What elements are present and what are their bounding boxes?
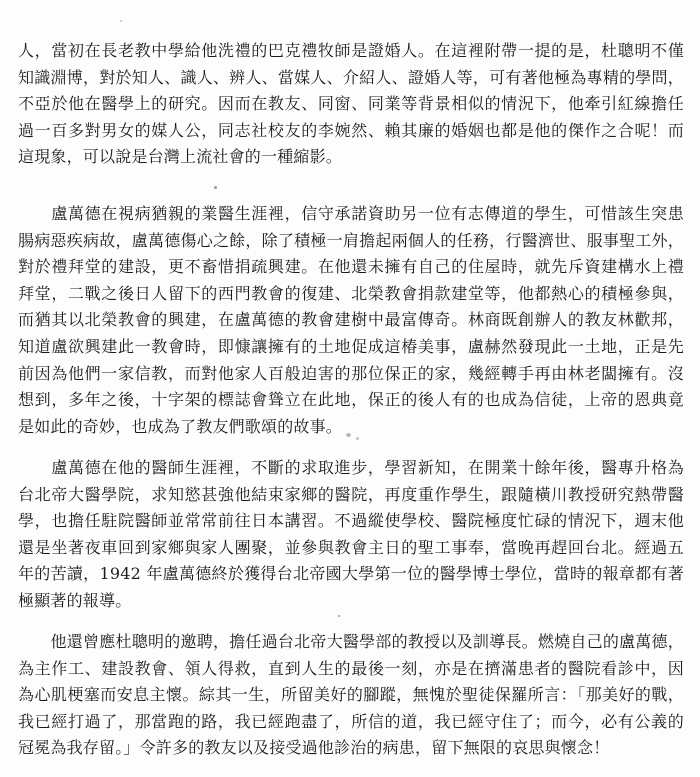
paragraph-2 [18, 201, 684, 440]
paragraph-line: 過一百多對男女的媒人公，同志社校友的李婉然、賴其廉的婚姻也都是他的傑作之合呢！而 [18, 120, 684, 140]
paragraph-line: 人，當初在長老教中學給他洗禮的巴克禮牧師是證婚人。在這裡附帶一提的是，杜聰明不僅 [18, 41, 684, 60]
paragraph-line: 為心肌梗塞而安息主懷。綜其一生，所留美好的腳蹤，無愧於聖徒保羅所言：「那美好的戰， [18, 685, 684, 705]
scan-speck [346, 433, 351, 437]
paragraph-line: 腸病惡疾病故，盧萬德傷心之餘，除了積極一肩擔起兩個人的任務，行醫濟世、服事聖工外， [18, 230, 684, 250]
paragraph-line: 不亞於他在醫學上的研究。因而在教友、同窗、同業等背景相似的情況下，他牽引紅線擔任 [18, 94, 684, 114]
paragraph-line: 我已經打過了，那當跑的路，我已經跑盡了，所信的道，我已經守住了；而今，必有公義的 [18, 711, 684, 731]
paragraph-line: 他還曾應杜聰明的邀聘，擔任過台北帝大醫學部的教授以及訓導長。燃燒自己的盧萬德， [18, 632, 684, 651]
paragraph-line: 年的苦讀，1942 年盧萬德終於獲得台北帝國大學第一位的醫學博士學位，當時的報章都有著 [18, 564, 684, 584]
paragraph-line: 這現象，可以說是台灣上流社會的一種縮影。 [18, 147, 343, 167]
paragraph-line: 盧萬德在他的醫師生涯裡，不斷的求取進步，學習新知，在開業十餘年後，醫專升格為 [18, 458, 684, 477]
paragraph-line: 還是坐著夜車回到家鄉與家人團聚，並參與教會主日的聖工事奉，當晚再趕回台北。經過五 [18, 537, 684, 557]
scan-speck [338, 615, 340, 617]
paragraph-line: 對於禮拜堂的建設，更不畜惜捐疏興建。在他還未擁有自己的住屋時，就先斥資建構水上禮 [18, 257, 684, 277]
paragraph-line: 冠冕為我存留。」令許多的教友以及接受過他診治的病患，留下無限的哀思與懷念！ [18, 738, 610, 758]
paragraph-4 [18, 629, 684, 762]
paragraph-line: 想到，多年之後，十字架的標誌會聳立在此地，保正的後人有的也成為信徒，上帝的恩典竟 [18, 390, 684, 410]
scan-speck [120, 20, 122, 22]
paragraph-line: 而猶其以北榮教會的興建，在盧萬德的教會建樹中最富傳奇。林商既創辦人的教友林歡邦， [18, 310, 684, 330]
paragraph-3 [18, 455, 684, 615]
paragraph-line: 台北帝大醫學院，求知慾甚強他結束家鄉的醫院，再度重作學生，跟隨橫川教授研究熱帶醫 [18, 484, 684, 504]
paragraph-line: 是如此的奇妙，也成為了教友們歌頌的故事。 [18, 416, 343, 436]
paragraph-1 [18, 38, 684, 171]
paragraph-line: 前因為他們一家信教，而對他家人百般迫害的那位保正的家，幾經轉手再由林老闆擁有。沒 [18, 363, 684, 383]
paragraph-line: 為主作工、建設教會、領人得救，直到人生的最後一刻，亦是在擠滿患者的醫院看診中，因 [18, 658, 684, 678]
paragraph-line: 盧萬德在視病猶親的業醫生涯裡，信守承諾資助另一位有志傳道的學生，可惜該生突患 [18, 204, 684, 223]
paragraph-line: 拜堂，二戰之後日人留下的西門教會的復建、北榮教會捐款建堂等，他都熱心的積極參與， [18, 283, 684, 303]
paragraph-line: 學，也擔任駐院醫師並常常前往日本講習。不過縱使學校、醫院極度忙碌的情況下，週末他 [18, 511, 684, 531]
paragraph-line: 知道盧欲興建此一教會時，即慷讓擁有的土地促成這椿美事，盧赫然發現此一土地，正是先 [18, 336, 684, 356]
paragraph-line: 知識淵博，對於知人、識人、辨人、當媒人、介紹人、證婚人等，可有著他極為專精的學問， [18, 67, 684, 87]
scan-speck [356, 437, 359, 440]
scan-speck [214, 186, 217, 189]
paragraph-line: 極顯著的報導。 [18, 590, 132, 610]
